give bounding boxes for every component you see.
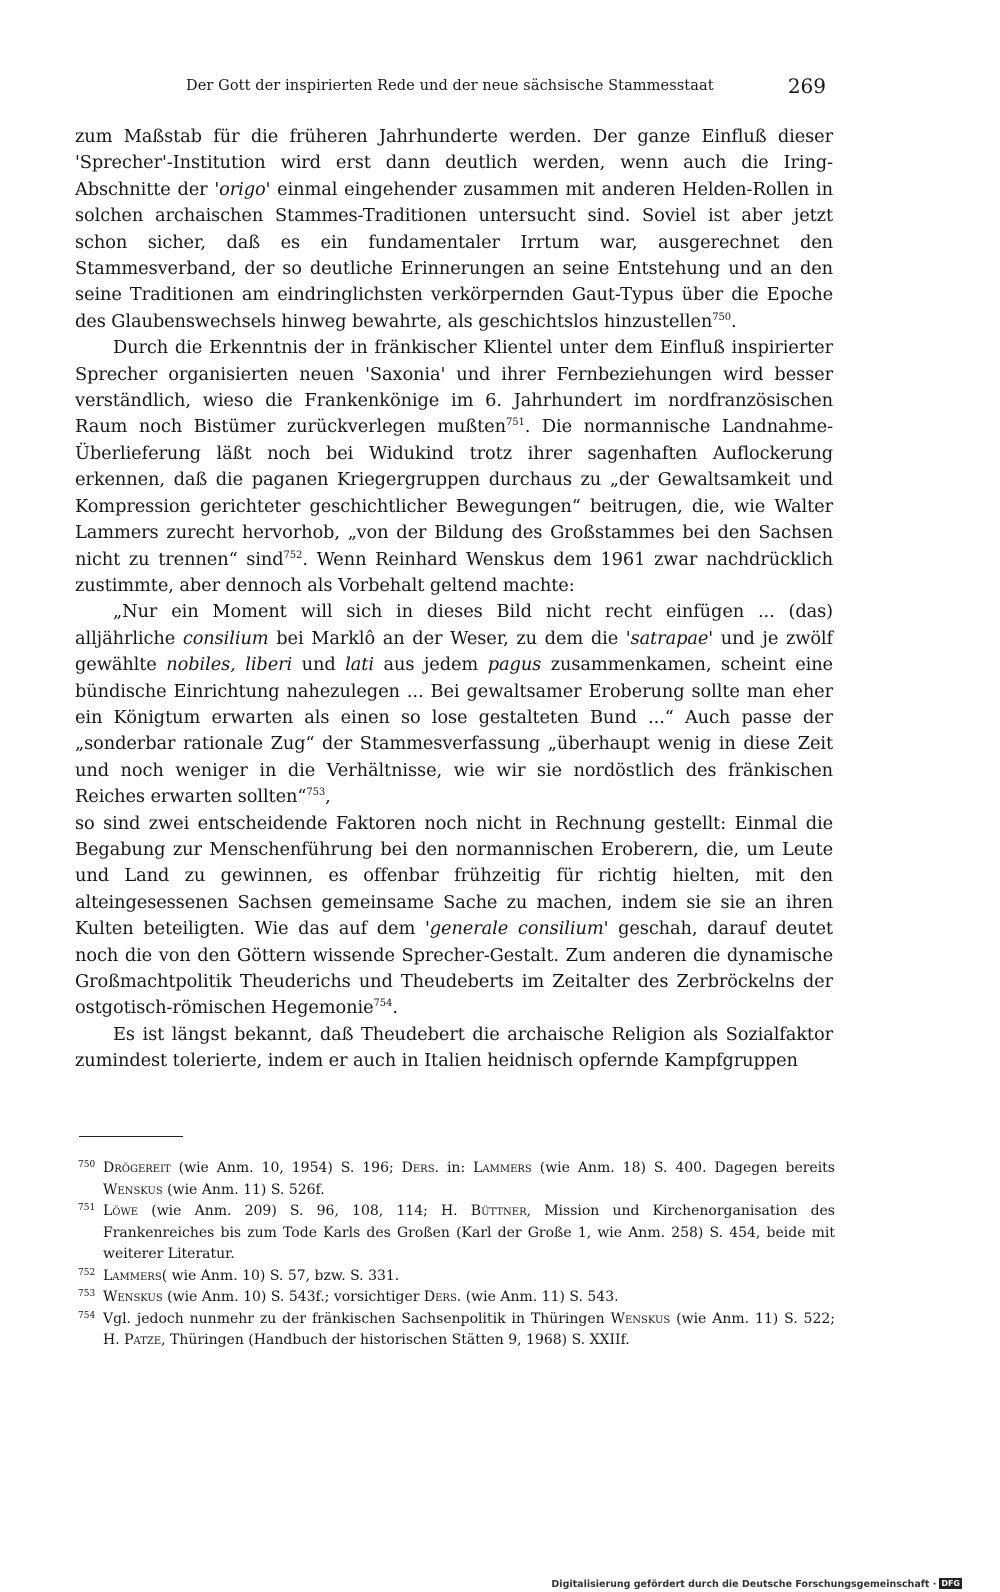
author-name: Wenskus bbox=[610, 1310, 671, 1327]
footnote-ref-751: 751 bbox=[505, 417, 525, 429]
footnote-text: (wie Anm. 10, 1954) S. 196; bbox=[170, 1160, 402, 1176]
author-name: Patze bbox=[124, 1332, 162, 1348]
text-run: ' einmal eingehender zusammen mit anderen Helden-Rollen in solchen archaischen Stammes-Traditionen untersucht sind. Soviel ist aber jetzt schon sicher, daß es ein fundamentaler Irrtum war, ausgerechnet den Stammesverband, der so deutliche Erinnerungen an seine Entstehung und an den seine Traditionen am eindringlichsten verkörpernden Gaut-Typus über die Epoche des Glaubenswechsels hinweg bewahrte, als geschichtslos hinzustellen bbox=[75, 178, 833, 332]
text-run: und bbox=[292, 654, 346, 676]
paragraph-1 bbox=[75, 124, 833, 335]
author-name: Wenskus bbox=[103, 1289, 163, 1305]
footnote-ref-754: 754 bbox=[373, 998, 393, 1010]
footnote-text: (wie Anm. 18) S. 400. Dagegen bereits bbox=[531, 1160, 835, 1176]
footnote-number: 752 bbox=[78, 1267, 96, 1278]
footnote-number: 751 bbox=[78, 1203, 96, 1213]
footnote-752 bbox=[78, 1266, 835, 1288]
author-name: Büttner bbox=[470, 1203, 527, 1219]
author-name: Lammers bbox=[473, 1160, 532, 1176]
footnote-ref-752: 752 bbox=[283, 549, 303, 561]
block-quote bbox=[75, 599, 833, 810]
text-run: zum Maßstab für die früheren Jahrhunderte werden. Der ganze Einfluß dieser 'Sprecher'-Institution wird erst dann deutlich werden, wenn auch die Iring-Abschnitte der ' bbox=[75, 126, 833, 200]
paragraph-2 bbox=[75, 335, 833, 599]
footnote-number: 754 bbox=[78, 1310, 96, 1321]
footnote-ref-753: 753 bbox=[306, 787, 326, 799]
paragraph-4 bbox=[75, 1022, 833, 1075]
footnote-text: ( wie Anm. 10) S. 57, bzw. S. 331. bbox=[161, 1267, 400, 1284]
author-name: Lammers bbox=[103, 1267, 162, 1284]
text-run: . bbox=[731, 310, 737, 332]
footnote-text: , Thüringen (Handbuch der historischen Stätten 9, 1968) S. XXIIf. bbox=[161, 1332, 630, 1348]
footnotes bbox=[78, 1158, 835, 1352]
text-run: Es ist längst bekannt, daß Theudebert die archaische Religion als Sozialfaktor zumindest tolerierte, indem er auch in Italien heidnisch opfernde Kampfgruppen bbox=[75, 1023, 833, 1072]
page-header bbox=[180, 68, 830, 104]
author-name: Ders. bbox=[423, 1289, 462, 1305]
paragraph-3 bbox=[75, 811, 833, 1022]
italic-term: generale consilium bbox=[429, 918, 604, 940]
author-name: Ders. bbox=[401, 1160, 440, 1176]
footnote-751 bbox=[78, 1201, 835, 1266]
footnote-text: Vgl. jedoch nunmehr zu der fränkischen Sachsenpolitik in Thüringen bbox=[103, 1310, 611, 1327]
italic-term: satrapae bbox=[630, 627, 709, 649]
footnote-text: in: bbox=[439, 1160, 474, 1176]
footnote-754 bbox=[78, 1309, 835, 1352]
footnote-text: , Mission und Kirchenorganisation des Frankenreiches bis zum Tode Karls des Großen (Karl der Große 1, wie Anm. 258) S. 454, beide mit weiterer Literatur. bbox=[103, 1203, 835, 1262]
text-run: Durch die Erkenntnis der in fränkischer Klientel unter dem Einfluß inspirierter Sprecher organisierten neuen 'Saxonia' und ihrer Fernbeziehungen wird besser verständlich, wieso die Frankenkönige im 6. Jahrhundert im nordfranzösischen Raum noch Bistümer zurückverlegen mußten bbox=[75, 337, 833, 438]
italic-term: nobiles, liberi bbox=[166, 654, 293, 676]
footnote-text: (wie Anm. 11) S. 526f. bbox=[162, 1181, 325, 1198]
text-run: so sind zwei entscheidende Faktoren noch nicht in Rechnung gestellt: Einmal die Begabung zur Menschenführung bei den normannischen Eroberern, die, um Leute und Land zu gewinnen, es offenbar frühzeitig für richtig hielten, mit den alteingesessenen Sachsen gemeinsame Sache zu machen, indem sie sie an ihren Kulten beteiligten. Wie das auf dem ' bbox=[75, 812, 833, 940]
author-name: Drögereit bbox=[103, 1160, 171, 1176]
italic-term: lati bbox=[345, 654, 374, 676]
italic-term: origo bbox=[219, 178, 266, 200]
text-run: bei Marklô an der Weser, zu dem die ' bbox=[268, 627, 631, 649]
footnote-750 bbox=[78, 1158, 835, 1201]
footnote-ref-750: 750 bbox=[712, 311, 731, 323]
footnote-number: 753 bbox=[78, 1289, 96, 1299]
running-head: Der Gott der inspirierten Rede und der neue sächsische Stammesstaat bbox=[186, 78, 714, 94]
author-name: Wenskus bbox=[103, 1181, 163, 1198]
author-name: Löwe bbox=[103, 1203, 139, 1219]
text-run: ' und je zwölf gewählte bbox=[75, 627, 833, 676]
text-run: . Wenn Reinhard Wenskus dem 1961 zwar nachdrücklich zustimmte, aber dennoch als Vorbehalt geltend machte: bbox=[75, 548, 834, 596]
footnote-text: (wie Anm. 11) S. 522; H. bbox=[103, 1310, 835, 1348]
page-number: 269 bbox=[787, 74, 826, 98]
credit-text: Digitalisierung gefördert durch die Deutsche Forschungsgemeinschaft · bbox=[551, 1579, 937, 1590]
text-run: . Die normannische Landnahme-Überlieferung läßt noch bei Widukind trotz ihrer sagenhaften Auflockerung erkennen, daß die paganen Kriegergruppen durchaus zu „der Gewaltsamkeit und Kompression gerichteter geschichtlicher Bewegungen“ beitrugen, die, wie Walter Lammers zurecht hervorhob, „von der Bildung des Großstammes bei den Sachsen nicht zu trennen“ sind bbox=[75, 416, 833, 570]
footnote-text: (wie Anm. 11) S. 543. bbox=[461, 1289, 619, 1305]
text-run: zusammenkamen, scheint eine bündische Einrichtung nahezulegen ... Bei gewaltsamer Eroberung sollte man eher ein Königtum erwarten als einen so lose gestalteten Bund ...“ Auch passe der „sonderbar rationale Zug“ der Stammesverfassung „überhaupt wenig in diese Zeit und noch weniger in die Verhältnisse, wie wir sie nordöstlich des fränkischen Reiches erwarten sollten“ bbox=[75, 654, 833, 808]
footnote-text: (wie Anm. 10) S. 543f.; vorsichtiger bbox=[162, 1289, 424, 1305]
footnote-divider bbox=[79, 1136, 183, 1137]
text-run: „Nur ein Moment will sich in dieses Bild nicht recht einfügen ... (das) alljährliche bbox=[75, 601, 833, 649]
text-run: , bbox=[325, 786, 331, 808]
footnote-753 bbox=[78, 1287, 835, 1309]
text-run: aus jedem bbox=[373, 654, 488, 676]
footnote-number: 750 bbox=[78, 1160, 96, 1170]
text-run: . bbox=[392, 997, 398, 1019]
digitization-credit bbox=[551, 1578, 962, 1590]
text-run: ' geschah, darauf deutet noch die von den Göttern wissende Sprecher-Gestalt. Zum anderen die dynamische Großmachtpolitik Theuderichs und Theudeberts im Zeitalter des Zerbröckelns der ostgotisch-römischen Hegemonie bbox=[75, 918, 833, 1019]
main-text bbox=[75, 124, 833, 1075]
italic-term: consilium bbox=[182, 627, 269, 649]
italic-term: pagus bbox=[487, 654, 542, 676]
dfg-logo: DFG bbox=[941, 1579, 960, 1588]
footnote-text: (wie Anm. 209) S. 96, 108, 114; H. bbox=[138, 1203, 471, 1219]
